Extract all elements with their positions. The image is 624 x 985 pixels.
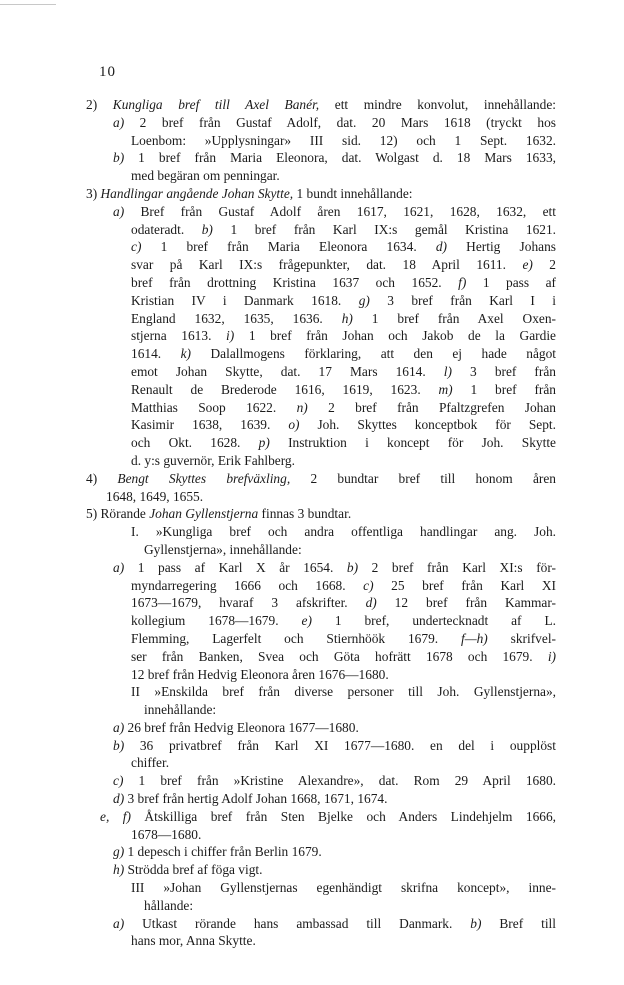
italic-text: Kungliga bref till Axel Banér, xyxy=(112,97,320,112)
text-run: hans mor, Anna Skytte. xyxy=(131,933,256,949)
text-line xyxy=(86,381,556,399)
italic-text: l) xyxy=(443,363,452,379)
text-run: 1 bundt innehållande: xyxy=(293,185,413,201)
italic-text: a) xyxy=(113,915,125,931)
text-run: 1 depesch i chiffer från Berlin 1679. xyxy=(124,844,322,860)
text-run: ser från Banken, Svea och Göta hofrätt 1678 och 1679. xyxy=(131,648,548,664)
text-run: 5) Rörande xyxy=(86,506,150,522)
italic-text: b) xyxy=(113,737,125,753)
italic-text: a) xyxy=(113,559,125,575)
italic-text: i) xyxy=(547,648,556,664)
page-number: 10 xyxy=(99,64,116,80)
text-run: Matthias Soop 1622. xyxy=(131,399,297,415)
text-line xyxy=(86,416,556,434)
text-line xyxy=(86,843,556,861)
text-run: 4) xyxy=(86,470,118,486)
text-line xyxy=(86,897,556,915)
text-run: 1 bref från Maria Eleonora, dat. Wolgast d. 18 Mars 1633, xyxy=(124,150,556,166)
italic-text: Johan Gyllenstjerna xyxy=(149,506,259,522)
text-line xyxy=(86,666,556,684)
text-run: Åtskilliga bref från Sten Bjelke och Anders Lindehjelm 1666, xyxy=(130,808,556,824)
text-line xyxy=(86,523,556,541)
text-line xyxy=(86,345,556,363)
text-run: myndarregering 1666 och 1668. xyxy=(131,577,364,593)
text-run: III »Johan Gyllenstjernas egenhändigt skrifna koncept», inne- xyxy=(131,880,556,896)
text-line xyxy=(86,505,556,523)
text-line xyxy=(86,737,556,755)
italic-text: o) xyxy=(288,417,300,433)
text-run: 1648, 1649, 1655. xyxy=(106,488,204,504)
text-run: 3 bref från xyxy=(451,363,556,379)
text-run: 25 bref från Karl XI xyxy=(373,577,557,593)
italic-text: a) xyxy=(113,719,125,735)
text-run: Utkast rörande hans ambassad till Danmark. xyxy=(124,915,471,931)
text-line xyxy=(86,630,556,648)
text-run: Hertig Johans xyxy=(447,239,556,255)
text-line xyxy=(86,185,556,203)
text-run: 26 bref från Hedvig Eleonora 1677—1680. xyxy=(124,719,359,735)
text-run: 1 bref från »Kristine Alexandre», dat. Rom 29 April 1680. xyxy=(123,773,556,789)
text-run: 1 bref från Axel Oxen- xyxy=(352,310,556,326)
text-run: 2 bundtar bref till honom åren xyxy=(290,470,556,486)
text-line xyxy=(86,238,556,256)
text-run: Strödda bref af föga vigt. xyxy=(124,862,263,878)
text-line xyxy=(86,310,556,328)
text-run: Dalallmogens förklaring, att den ej hade något xyxy=(191,346,556,362)
text-line xyxy=(86,808,556,826)
text-run: Instruktion i koncept för Joh. Skytte xyxy=(269,435,556,451)
text-line xyxy=(86,488,556,506)
text-run: Renault de Brederode 1616, 1619, 1623. xyxy=(131,381,439,397)
text-line xyxy=(86,132,556,150)
text-line xyxy=(86,559,556,577)
text-run: innehållande: xyxy=(144,702,217,718)
text-run: emot Johan Skytte, dat. 17 Mars 1614. xyxy=(131,363,444,379)
text-run: hållande: xyxy=(144,897,194,913)
text-run: 2 bref från Karl XI:s för- xyxy=(358,559,556,575)
text-run: ett mindre konvolut, innehållande: xyxy=(319,97,556,112)
text-run: Gyllenstjerna», innehållande: xyxy=(144,541,302,557)
document-body xyxy=(86,96,556,950)
italic-text: c) xyxy=(131,239,142,255)
italic-text: a) xyxy=(113,114,125,130)
text-run: d. y:s guvernör, Erik Fahlberg. xyxy=(131,452,295,468)
text-run: odateradt. xyxy=(131,221,202,237)
text-line xyxy=(86,274,556,292)
text-line xyxy=(86,96,556,114)
italic-text: d) xyxy=(113,791,125,807)
text-run: bref från drottning Kristina 1637 och 1652. xyxy=(131,274,459,290)
text-line xyxy=(86,256,556,274)
text-line xyxy=(86,683,556,701)
text-run: 1 pass af xyxy=(466,274,557,290)
text-line xyxy=(86,790,556,808)
text-run: och Okt. 1628. xyxy=(131,435,259,451)
text-run: 1 bref från Maria Eleonora 1634. xyxy=(141,239,436,255)
text-run: Loenbom: »Upplysningar» III sid. 12) och 1 Sept. 1632. xyxy=(131,132,556,148)
text-run: skrifvel- xyxy=(487,630,557,646)
italic-text: e) xyxy=(522,257,533,273)
text-run: 1 bref från xyxy=(452,381,556,397)
italic-text: n) xyxy=(296,399,308,415)
text-run: 2 xyxy=(532,257,557,273)
text-run: 2) xyxy=(86,97,113,112)
italic-text: Bengt Skyttes brefväxling, xyxy=(117,470,291,486)
text-line xyxy=(86,167,556,185)
text-run: 1 bref från Johan och Jakob de la Gardie xyxy=(234,328,556,344)
text-run: II »Enskilda bref från diverse personer till Joh. Gyllenstjerna», xyxy=(131,684,556,700)
italic-text: b) xyxy=(346,559,359,575)
italic-text: p) xyxy=(258,435,270,451)
italic-text: c) xyxy=(113,773,124,789)
italic-text: i) xyxy=(226,328,235,344)
text-line xyxy=(86,612,556,630)
text-run: Flemming, Lagerfelt och Stiernhöök 1679. xyxy=(131,630,461,646)
text-line xyxy=(86,149,556,167)
text-run: 12 bref från Hedvig Eleonora åren 1676—1680. xyxy=(131,666,389,682)
text-run: 1 bref från Karl IX:s gemål Kristina 1621. xyxy=(212,221,557,237)
text-line xyxy=(86,541,556,559)
text-run: Bref från Gustaf Adolf åren 1617, 1621, 1628, 1632, ett xyxy=(124,203,556,219)
text-run: England 1632, 1635, 1636. xyxy=(131,310,342,326)
italic-text: h) xyxy=(341,310,353,326)
text-line xyxy=(86,203,556,221)
text-run: 36 privatbref från Karl XI 1677—1680. en del i oupplöst xyxy=(124,737,556,753)
italic-text: f) xyxy=(458,274,467,290)
text-line xyxy=(86,399,556,417)
italic-text: d) xyxy=(365,595,377,611)
italic-text: b) xyxy=(113,150,125,166)
italic-text: c) xyxy=(363,577,374,593)
italic-text: h) xyxy=(113,862,125,878)
text-run: finnas 3 bundtar. xyxy=(258,506,352,522)
italic-text: f—h) xyxy=(460,630,488,646)
italic-text: Handlingar angående Johan Skytte, xyxy=(100,185,294,201)
text-run: 1614. xyxy=(131,346,181,362)
text-run: Joh. Skyttes konceptbok för Sept. xyxy=(299,417,556,433)
text-line xyxy=(86,932,556,950)
text-run: 12 bref från Kammar- xyxy=(376,595,557,611)
text-run: 1673—1679, hvaraf 3 afskrifter. xyxy=(131,595,366,611)
text-line xyxy=(86,861,556,879)
italic-text: g) xyxy=(358,292,370,308)
text-run: 1 pass af Karl X år 1654. xyxy=(124,559,347,575)
italic-text: e, f) xyxy=(100,808,131,824)
text-run: 1678—1680. xyxy=(131,826,202,842)
text-run: stjerna 1613. xyxy=(131,328,227,344)
text-line xyxy=(86,292,556,310)
text-run: 1 bref, undertecknadt af L. xyxy=(311,613,556,629)
text-line xyxy=(86,915,556,933)
text-line xyxy=(86,221,556,239)
text-line xyxy=(86,452,556,470)
text-line xyxy=(86,327,556,345)
italic-text: d) xyxy=(435,239,447,255)
text-run: 3) xyxy=(86,185,101,201)
text-line xyxy=(86,363,556,381)
text-line xyxy=(86,879,556,897)
text-line xyxy=(86,719,556,737)
text-line xyxy=(86,826,556,844)
text-line xyxy=(86,754,556,772)
text-line xyxy=(86,114,556,132)
text-run: Kristian IV i Danmark 1618. xyxy=(131,292,359,308)
text-line xyxy=(86,648,556,666)
text-run: chiffer. xyxy=(131,755,170,771)
text-run: 3 bref från Karl I i xyxy=(369,292,556,308)
italic-text: k) xyxy=(180,346,192,362)
italic-text: g) xyxy=(113,844,125,860)
text-run: 2 bref från Gustaf Adolf, dat. 20 Mars 1618 (tryckt hos xyxy=(124,114,556,130)
text-run: svar på Karl IX:s frågepunkter, dat. 18 April 1611. xyxy=(131,257,523,273)
text-line xyxy=(86,434,556,452)
text-line xyxy=(86,701,556,719)
text-line xyxy=(86,470,556,488)
text-run: Kasimir 1638, 1639. xyxy=(131,417,289,433)
text-line xyxy=(86,577,556,595)
text-run: Bref till xyxy=(481,915,556,931)
italic-text: b) xyxy=(470,915,482,931)
scan-edge-line xyxy=(0,4,56,5)
text-run: I. »Kungliga bref och andra offentliga handlingar ang. Joh. xyxy=(131,524,556,540)
italic-text: a) xyxy=(113,203,125,219)
italic-text: e) xyxy=(301,613,312,629)
text-run: 3 bref från hertig Adolf Johan 1668, 1671, 1674. xyxy=(124,791,388,807)
text-run: 2 bref från Pfaltzgrefen Johan xyxy=(307,399,556,415)
italic-text: m) xyxy=(438,381,453,397)
text-line xyxy=(86,772,556,790)
italic-text: b) xyxy=(201,221,213,237)
text-run: med begäran om penningar. xyxy=(131,168,280,184)
text-run: kollegium 1678—1679. xyxy=(131,613,302,629)
text-line xyxy=(86,594,556,612)
